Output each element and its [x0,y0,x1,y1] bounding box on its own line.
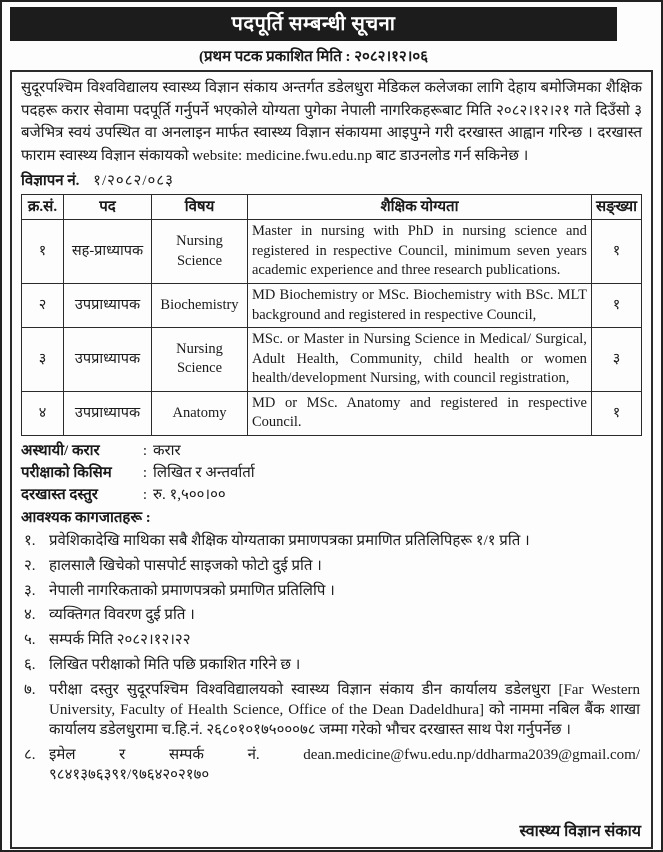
list-item [21,581,642,601]
header-count: सङ्ख्या [591,195,641,220]
advertisement-number-line [21,170,642,190]
notice-title: पदपूर्ति सम्बन्धी सूचना [231,13,396,35]
detail-colon: : [142,465,148,482]
advertisement-number-label: विज्ञापन नं. [21,173,80,189]
list-item-number: १. [24,533,36,550]
list-item-text: इमेल र सम्पर्क नं. dean.medicine@fwu.edu.np/ddharma2039@gmail.com/९८४१३७६३९१/९७६४२०२१७० [49,746,640,784]
published-date-line: (प्रथम पटक प्रकाशित मिति : २०८२।१२।०६ [198,49,429,65]
vacancy-table [21,194,642,436]
detail-label: अस्थायी/ करार [21,442,100,459]
list-item-text: लिखित परीक्षाको मिति पछि प्रकाशित गरिने छ । [49,656,301,673]
list-item [21,630,642,650]
detail-label: परीक्षाको किसिम [21,465,112,482]
cell-subject: Anatomy [152,391,248,435]
cell-qualification: MSc. or Master in Nursing Science in Medical/ Surgical, Adult Health, Community, child health or women health/development Nursing, with council registration, [248,328,592,392]
detail-row-application-fee [21,485,642,506]
detail-value: रु. १,५००।०० [153,487,226,504]
cell-subject: Nursing Science [152,328,248,392]
list-item [21,680,642,741]
cell-count: ३ [591,328,641,392]
list-item [21,745,642,786]
details-section [21,441,642,529]
cell-qualification: MD Biochemistry or MSc. Biochemistry with BSc. MLT background and registered in respective Council, [248,283,592,327]
cell-serial-number: ३ [22,328,64,392]
detail-label: दरखास्त दस्तुर [21,487,98,504]
list-item-number: ३. [24,582,36,599]
cell-count: १ [591,220,641,284]
advertisement-number-value: १/२०८२/०८३ [93,173,174,189]
cell-post: उपप्राध्यापक [64,391,152,435]
table-row [22,283,642,327]
list-item-number: ६. [24,656,36,673]
table-row [22,391,642,435]
table-row [22,328,642,392]
cell-serial-number: १ [22,220,64,284]
header-subject: विषय [152,195,248,220]
cell-subject: Biochemistry [152,283,248,327]
cell-post: सह-प्राध्यापक [64,220,152,284]
intro-paragraph: सुदूरपश्चिम विश्वविद्यालय स्वास्थ्य विज्ञान संकाय अन्तर्गत डडेलधुरा मेडिकल कलेजका लागि देहाय बमोजिमका शैक्षिक पदहरू करार सेवामा पदपूर्ति गर्नुपर्ने भएकोले योग्यता पुगेका नेपाली नागरिकहरूबाट मिति २०८२।१२।२१ गते दिउँसो ३ बजेभित्र स्वयं उपस्थित वा अनलाइन मार्फत स्वास्थ्य विज्ञान संकायमा आइपुग्ने गरी दरखास्त आह्वान गरिन्छ । दरखास्त फाराम स्वास्थ्य विज्ञान संकायको website: medicine.fwu.edu.np बाट डाउनलोड गर्न सकिनेछ । [21,80,642,164]
list-item-text: हालसालै खिचेको पासपोर्ट साइजको फोटो दुई प्रति । [49,557,322,574]
issuing-authority-signature: स्वास्थ्य विज्ञान संकाय [519,823,641,840]
cell-serial-number: ४ [22,391,64,435]
notice-title-bar [10,7,617,41]
detail-row-contract-type [21,441,642,462]
table-row [22,220,642,284]
cell-qualification: Master in nursing with PhD in nursing science and registered in respective Council, minimum seven years academic experience and three research publications. [248,220,592,284]
table-header-row [22,195,642,220]
list-item-text: नेपाली नागरिकताको प्रमाणपत्रको प्रमाणित प्रतिलिपि । [49,582,335,599]
cell-count: १ [591,391,641,435]
cell-post: उपप्राध्यापक [64,328,152,392]
detail-value: लिखित र अन्तर्वार्ता [153,465,255,482]
list-item [21,531,642,551]
list-item-text: परीक्षा दस्तुर सुदूरपश्चिम विश्वविद्यालयको स्वास्थ्य विज्ञान संकाय डीन कार्यालय डडेलधुरा [Far Western University, Faculty of Health Science, Office of the Dean Dadeldhura] को नाममा नबिल बैंक शाखा कार्यालय डडेलधुरामा च.हि.नं. २६८०१०१७५०००७८ जम्मा गरेको भौचर दरखास्त साथ पेश गर्नुपर्नेछ । [49,681,640,739]
detail-row-exam-type [21,463,642,484]
header-post: पद [64,195,152,220]
list-item-text: व्यक्तिगत विवरण दुई प्रति । [49,607,195,624]
header-qualification: शैक्षिक योग्यता [248,195,592,220]
cell-qualification: MD or MSc. Anatomy and registered in respective Council. [248,391,592,435]
list-item-number: ८. [24,746,36,763]
list-item [21,605,642,625]
list-item-text: प्रवेशिकादेखि माथिका सबै शैक्षिक योग्यताका प्रमाणपत्रका प्रमाणित प्रतिलिपिहरू १/१ प्रति । [49,533,530,550]
detail-colon: : [142,487,148,504]
list-item [21,655,642,675]
list-item [21,556,642,576]
notice-body [10,70,653,849]
required-documents-list [21,531,642,785]
cell-serial-number: २ [22,283,64,327]
cell-post: उपप्राध्यापक [64,283,152,327]
cell-subject: Nursing Science [152,220,248,284]
detail-value: करार [153,442,181,459]
cell-count: १ [591,283,641,327]
list-item-number: ५. [24,632,36,649]
required-documents-heading: आवश्यक कागजातहरू : [21,509,151,526]
header-serial-number: क्र.सं. [22,195,64,220]
list-item-number: ७. [24,681,36,698]
list-item-text: सम्पर्क मिति २०८२।१२।२२ [49,632,191,649]
list-item-number: ४. [24,607,36,624]
detail-colon: : [142,442,148,459]
list-item-number: २. [24,557,36,574]
